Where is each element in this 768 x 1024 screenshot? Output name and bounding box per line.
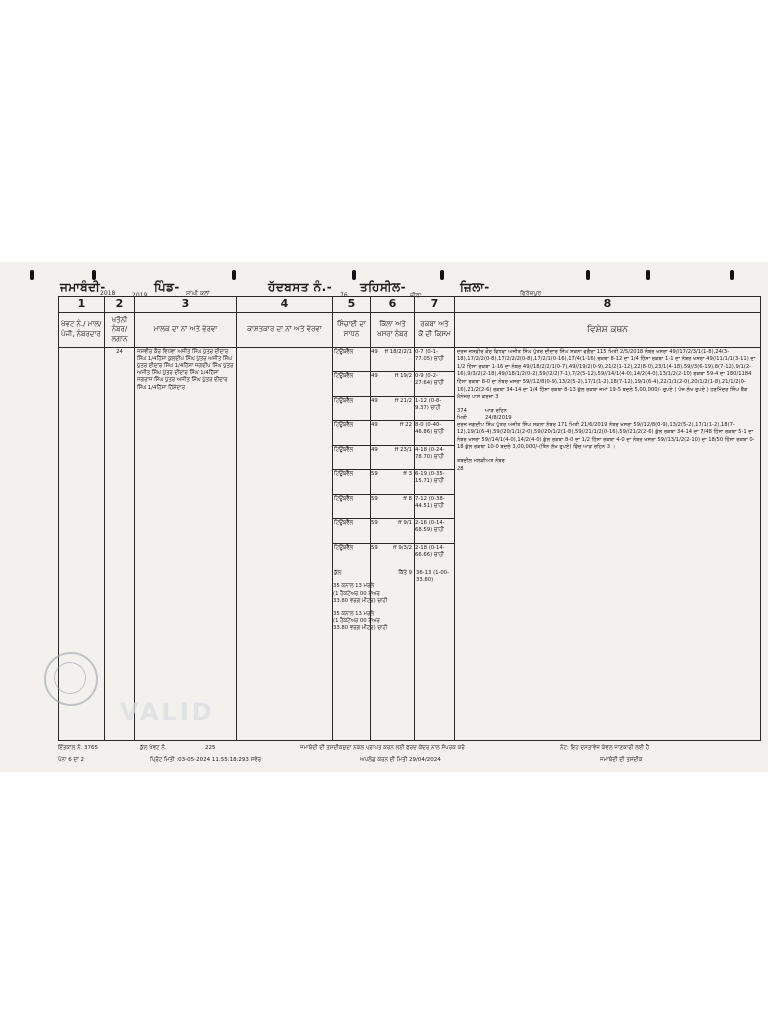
- remark-mortgage: ਦਰਜ ਜਸਵੀਰ ਕੌਰ ਵਿਧਵਾ ਅਜੀਤ ਸਿੰਘ ਪੁੱਤਰ ਦੀਦਾਰ ਸਿੰਘ ਸਕਨਾ ਵਗੈਰਾ 115 ਮਿਤੀ 2/5/2018 ਨੰਬਰ ਖਸਰਾ 49//17/2/3/1(1-8),24(3-18),17/2/2(0-8),17/2/2/2(0-8),17/2/1(0-16),17/4(1-16) ਰਕਬਾ 8-12 ਦਾ 1/4 ਹਿੱਸਾ ਰਕਬਾ 1-1 ਦਾ ਨੰਬਰ ਖਸਰਾ 49//11/1/1(3-11) ਦਾ 1/2 ਹਿੱਸਾ ਰਕਬਾ 1-16 ਦਾ ਨੰਬਰ 49//18/2/2/1(0-7),49//19/2(0-9),21/2(1-12),22(8-0),23/1(4-18),59//3(6-19),8(7-12),9/1(2-16),9/3/2(2-18),49//18/1/2(0-2),59//2/2(7-1),7/2(5-12),59//14/1(4-0),14/2(4-0),13/1/2(2-10) ਰਕਬਾ 59-4 ਦਾ 180/1184 ਹਿੱਸਾ ਰਕਬਾ 8-0 ਦਾ ਨੰਬਰ ਖਸਰਾ 59//12/8(0-9),13/2(5-2),17/1(1-2),18(7-12),19/1(6-4),22/1/1(2-0),20/1/2(1-8),21/1/2(0-16),21/2(2-6) ਰਕਬਾ 34-14 ਦਾ 1/4 ਹਿੱਸਾ ਰਕਬਾ 8-13 ਕੁੱਲ ਰਕਬਾ ਜਮਾਂ 19-5 ਬਦਲੇ 5,00,000/- ਰੁਪਏ ( ਪੰਜ ਲੱਖ ਰੁਪਏ ) ਹਰਮਿੰਦਰ ਸਿੰਘ ਬੈਂਕ ਮੈਨੇਜਰ ਪਾਸ ਕਰਜ਼ਾ 3: [457, 348, 756, 401]
- punch-mark: [30, 270, 34, 280]
- footer-khewat-count: 225: [205, 745, 216, 751]
- punch-mark: [586, 270, 590, 280]
- irrigation-source: ਟਿਊਬਵੈੱਲ: [333, 470, 370, 495]
- total-area: 36-13 (1-00-33.80): [416, 570, 450, 584]
- killa-number: 59: [371, 471, 378, 478]
- remark-2-header: [457, 408, 758, 415]
- killa-number: 59: [371, 520, 378, 527]
- khatauni-cell: [105, 347, 135, 740]
- remarks-cell: [455, 347, 761, 740]
- irrigation-list: [333, 348, 370, 569]
- tehsil-label: ਤਹਿਸੀਲ-: [360, 280, 407, 294]
- killa-number: 49: [371, 373, 378, 380]
- column-heading-owner: ਮਾਲਕ ਦਾ ਨਾਂ ਅਤੇ ਵੇਰਵਾ: [135, 312, 237, 347]
- punch-mark: [352, 270, 356, 280]
- khasra-number: ff 9/3/2: [392, 544, 412, 551]
- plot-area: 2-18 (0-14-66.66) ਚਾਹੀ: [415, 544, 445, 558]
- plot-area: 0-7 (0-1-77.05) ਚਾਹੀ: [415, 348, 454, 373]
- column-heading-khasra: ਕਿੱਲਾ ਅਤੇ ਖਸਰਾ ਨੰਬਰ: [371, 312, 415, 347]
- remark-3-label: ਤਬਦੀਲ ਮਲਕੀਅਤ ਨੰਬਰ: [457, 457, 505, 464]
- area-summary-line: 35 ਕਨਾਲ 13 ਮਰਲੇ: [333, 610, 374, 617]
- hadbast-value: 76: [340, 292, 348, 299]
- remark-2-date-row: [457, 415, 758, 422]
- pind-value: ਸਾਂਘੀ ਕਲਾਂ: [186, 290, 210, 297]
- plot-area: 2-16 (0-14-68.59) ਚਾਹੀ: [415, 519, 454, 544]
- khasra-entry: [371, 348, 414, 373]
- cultivator-cell: [237, 347, 333, 740]
- area-summary-line: (1 ਹੈਕਟੇਅਰ 00 ਏਅਰ: [333, 590, 380, 597]
- killa-number: 59: [371, 544, 378, 551]
- killa-number: 49: [371, 446, 378, 453]
- irrigation-source: ਟਿਊਬਵੈੱਲ: [333, 421, 370, 446]
- punch-mark: [440, 270, 444, 280]
- hadbast-label: ਹੱਦਬਸਤ ਨੰ.-: [268, 280, 333, 294]
- khasra-cell: [371, 347, 415, 740]
- khasra-entry: [371, 495, 414, 520]
- irrigation-source: ਟਿਊਬਵੈੱਲ: [333, 348, 370, 373]
- khasra-number: ff 8: [403, 495, 412, 502]
- area-summary: [333, 579, 388, 632]
- khasra-list: [371, 348, 414, 569]
- khasra-number: ff 23/1: [394, 446, 412, 453]
- khasra-entry: [371, 421, 414, 446]
- khasra-entry: [371, 372, 414, 397]
- jamabandi-table: [58, 296, 761, 741]
- footer-upload-date: ਅਪਲੋਡ ਕਰਨ ਦੀ ਮਿਤੀ 29/04/2024: [360, 757, 441, 763]
- remark-2-number: 374: [457, 407, 467, 414]
- killa-number: 59: [371, 495, 378, 502]
- record-row: [59, 347, 761, 740]
- total-label: ਕੁੱਲ: [334, 570, 342, 577]
- footer-note: ਜਮਾਬੰਦੀ ਦੀ ਤਸਦੀਕਸ਼ੁਦਾ ਨਕਲ ਪ੍ਰਾਪਤ ਕਰਨ ਲਈ ਫਰਦ ਕੇਂਦਰ ਨਾਲ ਸੰਪਰਕ ਕਰੋ: [300, 745, 465, 751]
- irrigation-source: ਟਿਊਬਵੈੱਲ: [334, 544, 354, 551]
- watermark: VALID: [120, 698, 215, 726]
- plot-area: 0-9 (0-2-27.64) ਚਾਹੀ: [415, 372, 454, 397]
- column-heading-irrigation: ਸਿੰਚਾਈ ਦਾ ਸਾਧਨ: [333, 312, 371, 347]
- khasra-entry: [371, 519, 414, 544]
- official-seal: [44, 652, 98, 706]
- column-number: 4: [237, 297, 333, 313]
- khasra-number: ff 9/1: [398, 520, 412, 527]
- punch-mark: [232, 270, 236, 280]
- footer-khewat-label: ਕੁੱਲ ਖੇਵਟ ਨੰ.: [140, 745, 167, 751]
- khasra-entry: [371, 544, 414, 569]
- remark-2-label: ਆੜ ਰਹਿਨ: [484, 407, 507, 414]
- footer-verification: ਜਮਾਬੰਦੀ ਦੀ ਤਸਦੀਕ: [600, 757, 643, 763]
- plot-area: 4-18 (0-24-78.70) ਚਾਹੀ: [415, 446, 454, 471]
- plot-area: 6-19 (0-35-15.71) ਚਾਹੀ: [415, 470, 454, 495]
- khasra-number: ff 3: [403, 471, 412, 478]
- jamabandi-year: 2018: [100, 290, 116, 297]
- pind-label: ਪਿੰਡ-: [154, 280, 180, 294]
- owner-cell: [135, 347, 237, 740]
- column-heading-remarks: ਵਿਸ਼ੇਸ਼ ਕਥਨ: [455, 312, 761, 347]
- area-cell: [415, 347, 455, 740]
- remark-2-text: ਦਰਜ ਜਗਦੀਪ ਸਿੰਘ ਪੁੱਤਰ ਅਜੀਤ ਸਿੰਘ ਸਕਨਾ ਨੰਬਰ 171 ਮਿਤੀ 21/6/2019 ਨੰਬਰ ਖਸਰਾ 59//12/8(0-9),13/2(5-2),17/1(1-2),18(7-12),19/1(6-4),59//20/1/1(2-0),59//20/1/2(1-8),59//21/1/2(0-16),59//21/2(2-6) ਕੁੱਲ ਰਕਬਾ 34-14 ਦਾ 7/48 ਹਿੱਸਾ ਰਕਬਾ 5-1 ਦਾ ਨੰਬਰ ਖਸਰਾ 59//14/1(4-0),14/2(4-0) ਕੁੱਲ ਰਕਬਾ 8-0 ਦਾ 1/2 ਹਿੱਸਾ ਰਕਬਾ 4-0 ਦਾ ਨੰਬਰ ਖਸਰਾ 59//13/1/2(2-10) ਦਾ 18/50 ਹਿੱਸਾ ਰਕਬਾ 0-18 ਕੁੱਲ ਰਕਬਾ 10-0 ਬਦਲੇ 3,00,000/-(ਤਿੰਨ ਲੱਖ ਰੁਪਏ) ਵਿੱਚ ਆੜ ਰਹਿਨ 3 ।: [457, 421, 755, 451]
- remark-3-value: 28: [457, 466, 464, 473]
- khasra-number: ff 22: [399, 422, 412, 429]
- killa-number: 49: [371, 422, 378, 429]
- total-count: ਕਿੱਤੇ 9: [398, 570, 412, 577]
- khasra-entry: [371, 397, 414, 422]
- zila-label: ਜ਼ਿਲਾ-: [460, 280, 490, 294]
- plot-area: 1-12 (0-8-9.37) ਚਾਹੀ: [415, 397, 454, 422]
- jamabandi-year-2: 2019: [132, 292, 148, 299]
- khasra-number: ff 19/2: [394, 373, 412, 380]
- punch-mark: [92, 270, 96, 280]
- irrigation-source: ਟਿਊਬਵੈੱਲ: [333, 446, 370, 471]
- killa-number: 49: [371, 397, 378, 404]
- irrigation-source: ਟਿਊਬਵੈੱਲ: [333, 495, 370, 520]
- area-list: [415, 348, 454, 569]
- irrigation-source: ਟਿਊਬਵੈੱਲ: [333, 372, 370, 397]
- column-heading-khewat: ਖੇਵਟ ਨੰ./ ਮਾਲ/ਪੰਜੀ, ਨੰਬਰਦਾਰ: [59, 312, 105, 347]
- column-number: 2: [105, 297, 135, 313]
- footer-print-date: ਪ੍ਰਿੰਟ ਮਿਤੀ :03-05-2024 11:55:18:293 ਸਵੇਰ: [150, 757, 262, 763]
- column-heading-row: [59, 312, 761, 347]
- column-heading-area: ਰਕਬਾ ਅਤੇ ਕੌਂ ਦੀ ਕਿਸਮ: [415, 312, 455, 347]
- footer-disclaimer: ਨੋਟ: ਇਹ ਦਸਤਾਵੇਜ਼ ਕੇਵਲ ਜਾਣਕਾਰੀ ਲਈ ਹੈ: [560, 745, 650, 751]
- column-number: 3: [135, 297, 237, 313]
- irrigation-source: ਟਿਊਬਵੈੱਲ: [333, 397, 370, 422]
- column-number: 6: [371, 297, 415, 313]
- khasra-entry: [371, 470, 414, 495]
- column-number: 5: [333, 297, 371, 313]
- tehsil-value: ਜ਼ੀਰਾ: [410, 292, 422, 299]
- plot-area: 8-0 (0-40-46.86) ਚਾਹੀ: [415, 421, 454, 446]
- column-heading-khatauni: ਖਤੌਨੀ ਨੰਬਰ/ ਲਗਾਨ: [105, 312, 135, 347]
- khatauni-number: 24: [116, 348, 123, 355]
- footer-page-number: ਪੰਨਾ 6 ਦਾ 2: [58, 757, 85, 763]
- area-summary-line: 35 ਕਨਾਲ 13 ਮਰਲੇ: [333, 583, 374, 590]
- column-number: 1: [59, 297, 105, 313]
- footer-mutation-number: ਇੰਤਕਾਲ ਨੰ. 3765: [58, 745, 99, 751]
- zila-value: ਫਿਰੋਜ਼ਪੁਰ: [520, 290, 542, 297]
- killa-number: 49: [371, 348, 378, 355]
- owner-text: ਜਸਵੀਰ ਕੌਰ ਵਿਧਵਾ ਅਜੀਤ ਸਿੰਘ ਪੁੱਤਰ ਦੀਦਾਰ ਸਿੰਘ 1/4ਹਿੱਸਾ ਕੁਲਦੀਪ ਸਿੰਘ ਪੁੱਤਰ ਅਜੀਤ ਸਿੰਘ ਪੁੱਤਰ ਦੀਦਾਰ ਸਿੰਘ 1/4ਹਿੱਸਾ ਜਗਦੀਪ ਸਿੰਘ ਪੁੱਤਰ ਅਜੀਤ ਸਿੰਘ ਪੁੱਤਰ ਦੀਦਾਰ ਸਿੰਘ 1/4ਹਿੱਸਾ ਜਗਰਾਜ ਸਿੰਘ ਪੁੱਤਰ ਅਜੀਤ ਸਿੰਘ ਪੁੱਤਰ ਦੀਦਾਰ ਸਿੰਘ 1/4ਹਿੱਸਾ ਹਿੱਸੇਦਾਰ: [137, 348, 234, 391]
- area-summary-line: 33.80 ਵਰਗ ਮੀਟਰ) ਚਾਹੀ: [333, 597, 388, 604]
- jamabandi-label: ਜਮਾਬੰਦੀ-: [60, 280, 106, 294]
- area-summary-line: (1 ਹੈਕਟੇਅਰ 00 ਏਅਰ: [333, 618, 380, 625]
- khasra-number: ff 18/2/2/1: [384, 348, 412, 355]
- remark-2-date-label: ਮਿਤੀ: [457, 414, 467, 421]
- area-summary-line: 33.80 ਵਰਗ ਮੀਟਰ) ਚਾਹੀ: [333, 625, 388, 632]
- punch-mark: [646, 270, 650, 280]
- irrigation-source: ਟਿਊਬਵੈੱਲ: [333, 519, 370, 544]
- khasra-entry: [371, 446, 414, 471]
- remark-2-date: 24/8/2019: [484, 414, 512, 421]
- column-number: 8: [455, 297, 761, 313]
- khasra-number: ff 21/2: [394, 397, 412, 404]
- punch-mark: [730, 270, 734, 280]
- column-number-row: [59, 297, 761, 313]
- column-number: 7: [415, 297, 455, 313]
- plot-area: 7-12 (0-38-44.51) ਚਾਹੀ: [415, 495, 454, 520]
- column-heading-cultivator: ਕਾਸ਼ਤਕਾਰ ਦਾ ਨਾਂ ਅਤੇ ਵੇਰਵਾ: [237, 312, 333, 347]
